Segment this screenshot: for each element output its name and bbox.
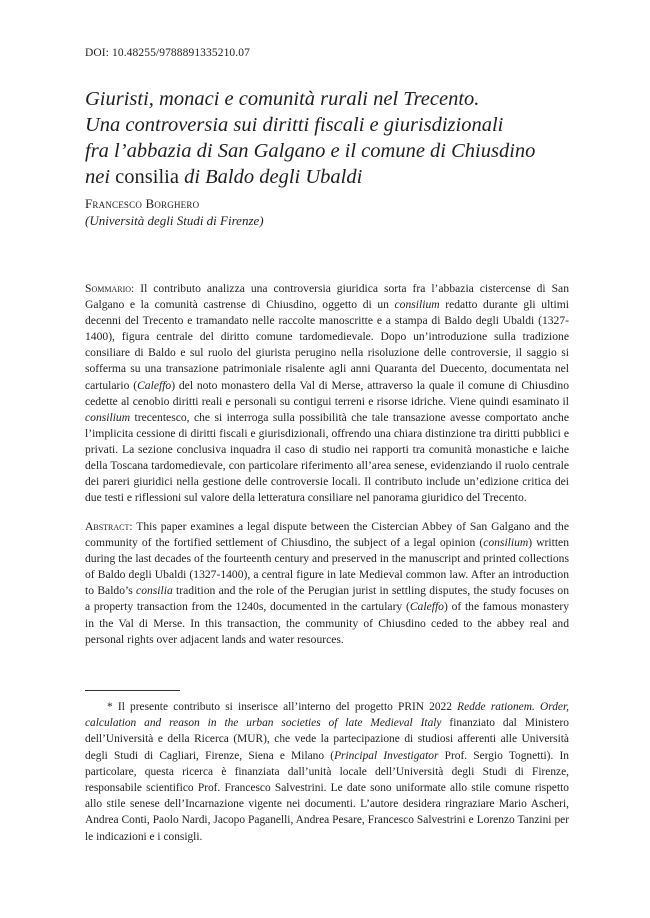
footnote: [85, 699, 569, 845]
title-word-baldo: di Baldo degli Ubaldi: [184, 166, 363, 188]
sommario-paragraph: [85, 281, 569, 506]
abstract-text-4: ) of the famous monastery in the Val di Merse. In this transaction, the community of Chiusdino ceded to the abbey real and personal rights over adjacent lands and water resources.: [85, 600, 570, 646]
author-name: Francesco Borghero: [85, 196, 200, 211]
title-line-1: Giuristi, monaci e comunità rurali nel Trecento.: [85, 88, 480, 110]
title-line-2: Una controversia sui diritti fiscali e giurisdizionali: [85, 114, 504, 136]
sommario-text-2: redatto durante gli ultimi decenni del Trecento e tramandato nelle raccolte manoscritte e a stampa di Baldo degli Ubaldi (1327-1400), figura centrale del diritto comune tardomedievale. Dopo un’introduzione sulla tradizione consiliare di Baldo e sul ruolo del giurista perugino nella risoluzione delle controversie, il saggio si sofferma su una transazione patrimoniale risalente agli anni Quaranta del Duecento, documentata nel cartulario (: [85, 298, 569, 392]
title-word-consilia: consilia: [115, 166, 179, 188]
abstract-italic-1: consilium: [483, 536, 529, 550]
paper-title: [85, 86, 565, 190]
abstract-text-1: : This paper examines a legal dispute between the Cistercian Abbey of San Galgano and the community of the fortified settlement of Chiusdino, the subject of a legal opinion (: [85, 520, 569, 550]
sommario-italic-1: consilium: [394, 298, 440, 312]
abstract-paragraph: [85, 519, 569, 648]
abstract-text-2: ) written during the last decades of the fourteenth century and preserved in the manuscript and printed collections of Baldo degli Ubaldi (1327-1400), a central figure in late Medieval common law. After an introduction to Baldo’s: [85, 536, 569, 598]
abstract-italic-2: consilia: [136, 584, 173, 598]
author-affiliation: (Università degli Studi di Firenze): [85, 213, 264, 228]
title-word-nei: nei: [85, 166, 111, 188]
doi: DOI: 10.48255/9788891335210.07: [85, 47, 250, 59]
sommario-label: Sommario: [85, 282, 132, 295]
footnote-italic-2: Principal Investigator: [334, 749, 439, 762]
abstract-label: Abstract: [85, 520, 130, 533]
abstract-italic-3: Caleffo: [409, 600, 444, 614]
footnote-text-2: finanziato dal Ministero dell’Università e della Ricerca (MUR), che vede la partecipazione di studiosi afferenti alle Università degli Studi di Cagliari, Firenze, Siena e Milano (: [85, 717, 570, 762]
sommario-text-4: trecentesco, che si interroga sulla possibilità che tale transazione avesse comportato anche l’implicita cessione di diritti fiscali e giurisdizionali, offrendo una chiara distinzione tra diritti pubblici e privati. La sezione conclusiva inquadra il caso di studio nei rapporti tra comunità monastiche e laiche della Toscana tardomedievale, con particolare riferimento all’area senese, evidenziando il ruolo centrale dei pareri giuridici nella gestione delle controversie locali. Il contributo include un’edizione critica dei due testi e riflessioni sul valore della letteratura consiliare nel panorama giuridico del Trecento.: [85, 410, 569, 505]
title-line-4: [85, 164, 565, 190]
sommario-text-3: ) del noto monastero della Val di Merse, attraverso la quale il comune di Chiusdino cedette al cenobio diritti reali e personali su contigui terreni e risorse idriche. Viene quindi esaminato il: [85, 378, 569, 408]
title-line-3: fra l’abbazia di San Galgano e il comune di Chiusdino: [85, 140, 536, 162]
footnote-text-1: * Il presente contributo si inserisce all’interno del progetto PRIN 2022: [107, 701, 458, 713]
abstract-text-3: tradition and the role of the Perugian jurist in settling disputes, the study focuses on a property transaction from the 1240s, documented in the cartulary (: [85, 584, 569, 614]
sommario-text-1: : Il contributo analizza una controversia giuridica sorta fra l’abbazia cistercense di San Galgano e la comunità castrense di Chiusdino, oggetto di un: [85, 282, 569, 312]
footnote-italic-1: Redde rationem. Order, calculation and reason in the urban societies of late Medieval Italy: [85, 701, 570, 730]
footnote-text-3: Prof. Sergio Tognetti). In particolare, questa ricerca è finanziata dall’unità locale dell’Università degli Studi di Firenze, responsabile scientifico Prof. Francesco Salvestrini. Le date sono uniformate allo stile comune rispetto allo stile senese dell’Incarnazione vigente nei documenti. L’autore desidera ringraziare Mario Ascheri, Andrea Conti, Paolo Nardi, Jacopo Paganelli, Andrea Pesare, Francesco Salvestrini e Lorenzo Tanzini per le indicazioni e i consigli.: [85, 749, 570, 843]
sommario-italic-2: Caleffo: [137, 378, 172, 392]
footnote-rule: [85, 690, 180, 691]
sommario-italic-3: consilium: [85, 410, 131, 424]
